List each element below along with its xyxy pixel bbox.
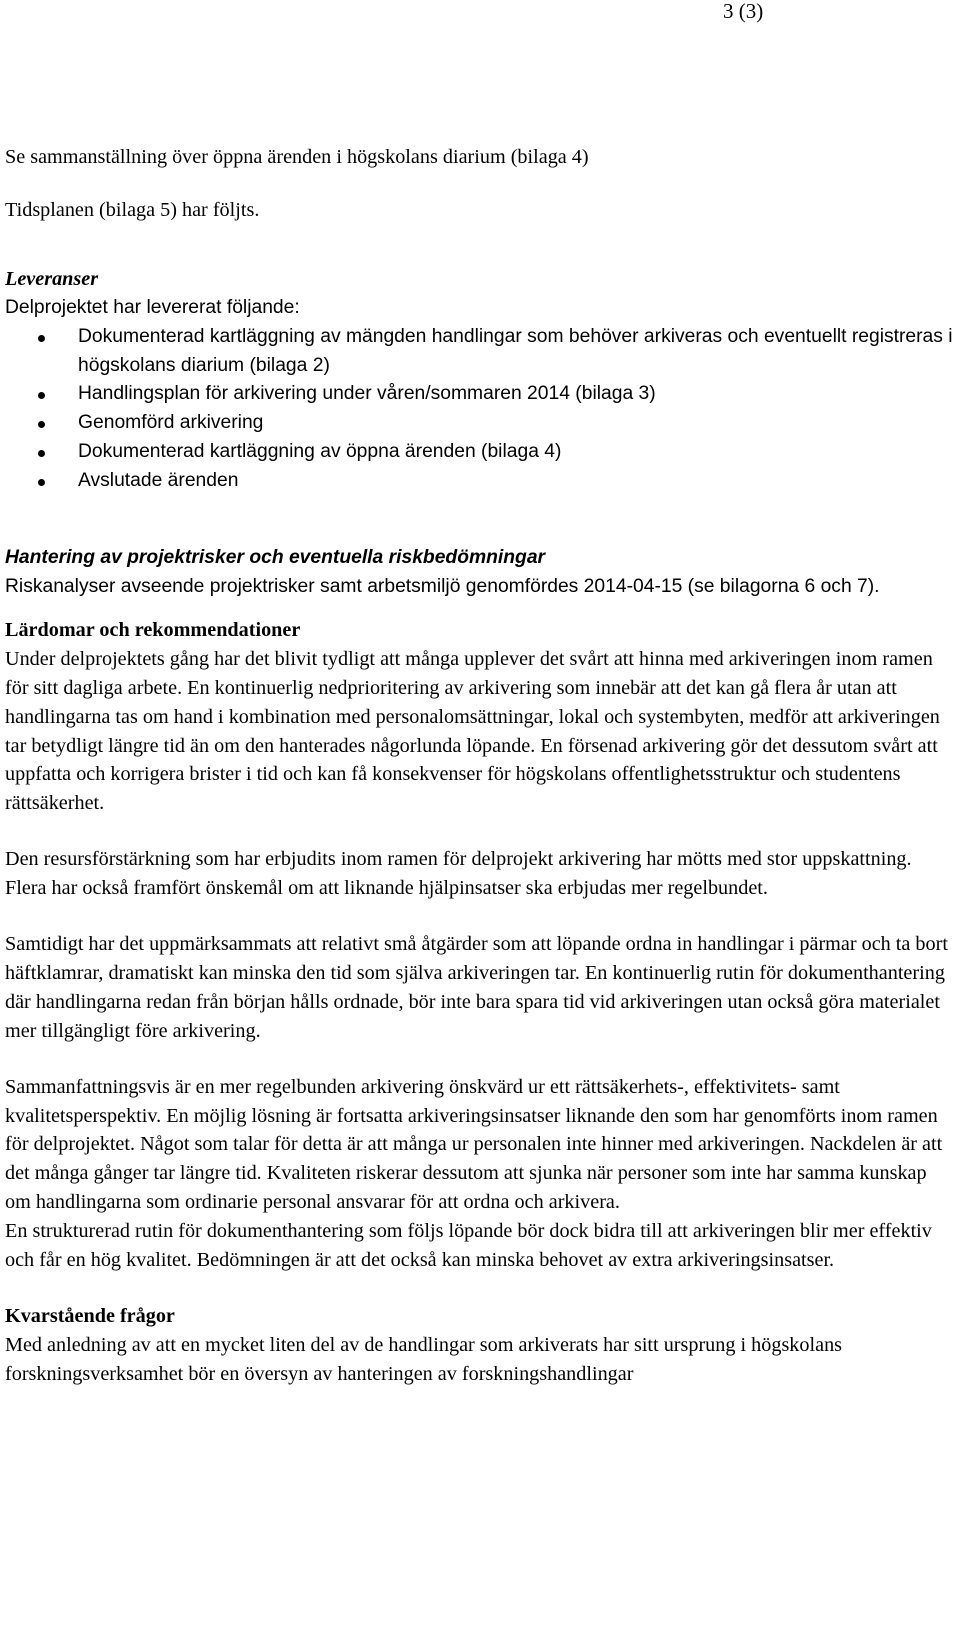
- list-item: [5, 380, 957, 409]
- leveranser-intro: Delprojektet har levererat följande:: [5, 296, 300, 318]
- bullet-icon: [38, 479, 45, 486]
- list-item-text: Handlingsplan för arkivering under våren/sommaren 2014 (bilaga 3): [78, 383, 656, 405]
- kvarstaende-text: Med anledning av att en mycket liten del av de handlingar som arkiverats har sitt ursprung i högskolans forskningsverksamhet bör en översyn av hanteringen av forskningshandlingar: [5, 1333, 843, 1385]
- list-item-text: Avslutade ärenden: [78, 470, 239, 492]
- document-body: [5, 143, 957, 1389]
- bullet-icon: [38, 392, 45, 399]
- list-item: [5, 323, 957, 381]
- intro-line-2: Tidsplanen (bilaga 5) har följts.: [5, 198, 260, 221]
- leveranser-list: [5, 323, 957, 496]
- lardomar-paragraph-5: En strukturerad rutin för dokumenthantering som följs löpande bör dock bidra till att arkiveringen blir mer effektiv och får en hög kvalitet. Bedömningen är att det också kan minska behovet av extra arkiveringsinsatser.: [5, 1220, 932, 1272]
- bullet-icon: [38, 450, 45, 457]
- bullet-icon: [38, 335, 45, 342]
- list-item: [5, 438, 957, 467]
- list-item: [5, 467, 957, 496]
- list-item-text: Dokumenterad kartläggning av öppna ärenden (bilaga 4): [78, 441, 562, 463]
- lardomar-paragraph-3: Samtidigt har det uppmärksammats att relativt små åtgärder som att löpande ordna in handlingar i pärmar och ta bort häftklamrar, dramatiskt kan minska den tid som själva arkiveringen tar. En kontinuerlig rutin för dokumenthantering där handlingarna redan från början hålls ordnade, bör inte bara spara tid vid arkiveringen utan också göra materialet mer tillgängligt före arkivering.: [5, 933, 948, 1042]
- list-item-text: Genomförd arkivering: [78, 412, 264, 434]
- page-number: 3 (3): [723, 0, 764, 23]
- lardomar-paragraph-2: Den resursförstärkning som har erbjudits inom ramen för delprojekt arkivering har mötts med stor uppskattning. Flera har också framfört önskemål om att liknande hjälpinsatser ska erbjudas mer regelbundet.: [5, 848, 912, 900]
- risker-heading: Hantering av projektrisker och eventuella riskbedömningar: [5, 547, 546, 569]
- leveranser-heading: Leveranser: [5, 267, 99, 290]
- lardomar-heading: Lärdomar och rekommendationer: [5, 618, 301, 641]
- lardomar-paragraph-4: Sammanfattningsvis är en mer regelbunden arkivering önskvärd ur ett rättsäkerhets-, effektivitets- samt kvalitetsperspektiv. En möjlig lösning är fortsatta arkiveringsinsatser liknande den som har genomförts inom ramen för delprojektet. Något som talar för detta är att många ur personalen inte hinner med arkiveringen. Nackdelen är att det många gånger tar längre tid. Kvaliteten riskerar dessutom att sjunka när personer som inte har samma kunskap om handlingarna som ordinarie personal ansvarar för att ordna och arkivera.: [5, 1075, 943, 1214]
- bullet-icon: [38, 421, 45, 428]
- list-item-text: Dokumenterad kartläggning av mängden handlingar som behöver arkiveras och eventuellt registreras i högskolans diarium (bilaga 2): [78, 325, 953, 376]
- intro-line-1: Se sammanställning över öppna ärenden i högskolans diarium (bilaga 4): [5, 146, 589, 168]
- list-item: [5, 409, 957, 438]
- lardomar-paragraph-1: Under delprojektets gång har det blivit tydligt att många upplever det svårt att hinna med arkiveringen inom ramen för sitt dagliga arbete. En kontinuerlig nedprioritering av arkivering som innebär att det kan gå flera år utan att handlingarna tas om hand i kombination med personalomsättningar, lokal och systembyten, medför att arkiveringen tar betydligt längre tid än om den hanterades någorlunda löpande. En försenad arkivering gör det dessutom svårt att uppfatta och korrigera brister i tid och kan få konsekvenser för högskolans offentlighetsstruktur och studentens rättsäkerhet.: [5, 647, 940, 815]
- kvarstaende-heading: Kvarstående frågor: [5, 1305, 175, 1327]
- risker-text: Riskanalyser avseende projektrisker samt arbetsmiljö genomfördes 2014-04-15 (se bilagorna 6 och 7).: [5, 575, 880, 597]
